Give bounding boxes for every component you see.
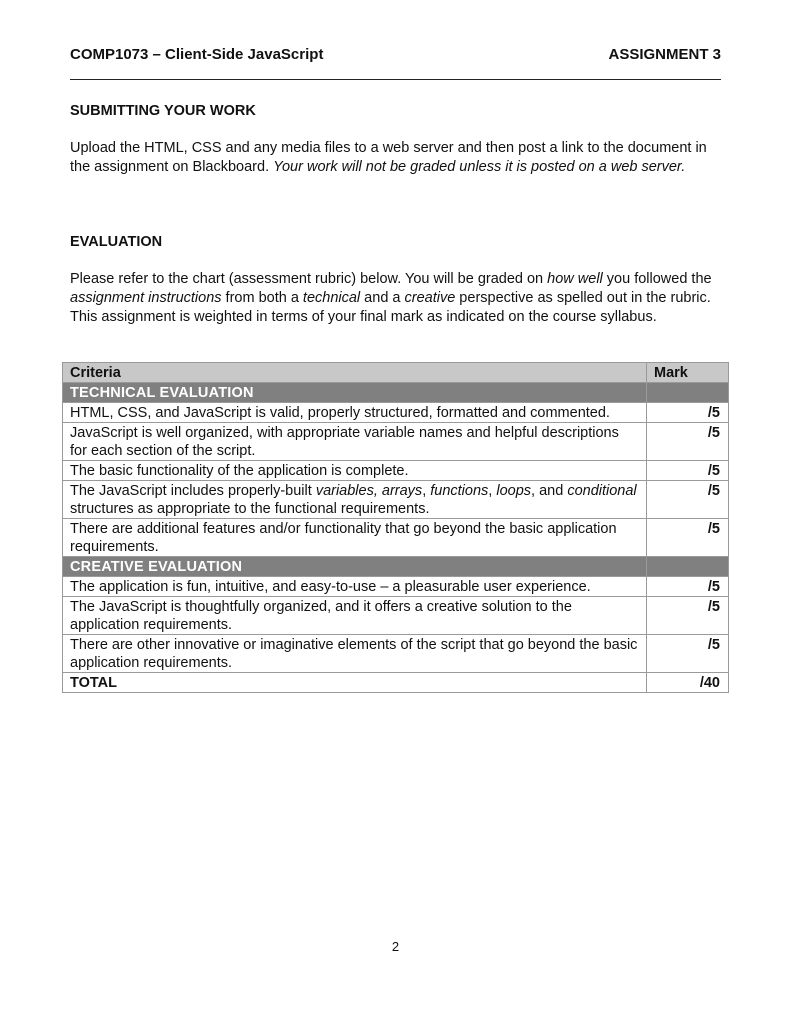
total-row <box>63 673 729 693</box>
evaluation-text-3: from both a <box>221 290 303 306</box>
section-mark-empty <box>647 383 729 403</box>
mark-column-header: Mark <box>647 363 729 383</box>
assessment-rubric-table <box>62 362 729 693</box>
criterion-em-variables-arrays: variables, arrays <box>315 483 423 499</box>
submitting-text: Upload the HTML, CSS and any media files to a web server and then post a link to the document in the assignment on Blackboard. <box>70 140 707 175</box>
evaluation-paragraph <box>70 270 730 327</box>
criterion-mark: /5 <box>647 403 729 423</box>
criterion-text <box>63 481 647 519</box>
page-header <box>70 46 721 66</box>
total-label: TOTAL <box>63 673 647 693</box>
evaluation-em-instructions: assignment instructions <box>70 290 222 306</box>
criterion-text: The application is fun, intuitive, and easy-to-use – a pleasurable user experience. <box>63 577 647 597</box>
table-row <box>63 635 729 673</box>
submitting-paragraph <box>70 139 730 177</box>
technical-section-row <box>63 383 729 403</box>
criteria-column-header: Criteria <box>63 363 647 383</box>
page-number: 2 <box>391 939 400 954</box>
criterion-em-functions: functions <box>430 483 489 499</box>
table-row <box>63 597 729 635</box>
evaluation-text-2: you followed the <box>602 271 712 287</box>
criterion-text-part: The JavaScript includes properly-built <box>70 483 316 499</box>
total-mark: /40 <box>647 673 729 693</box>
criterion-text: The basic functionality of the application is complete. <box>63 461 647 481</box>
section-mark-empty <box>647 557 729 577</box>
criterion-text-part: , <box>422 483 431 499</box>
evaluation-text-4: and a <box>360 290 405 306</box>
table-row <box>63 423 729 461</box>
criterion-text: There are other innovative or imaginative elements of the script that go beyond the basic application requirements. <box>63 635 647 673</box>
evaluation-em-creative: creative <box>404 290 456 306</box>
table-row <box>63 461 729 481</box>
criterion-mark: /5 <box>647 481 729 519</box>
table-row <box>63 481 729 519</box>
evaluation-em-technical: technical <box>302 290 361 306</box>
criterion-text: JavaScript is well organized, with appropriate variable names and helpful descriptions for each section of the script. <box>63 423 647 461</box>
criterion-text: HTML, CSS, and JavaScript is valid, properly structured, formatted and commented. <box>63 403 647 423</box>
criterion-em-conditional: conditional <box>567 483 637 499</box>
criterion-mark: /5 <box>647 597 729 635</box>
header-divider <box>70 79 721 80</box>
course-title: COMP1073 – Client-Side JavaScript <box>70 46 324 63</box>
criterion-mark: /5 <box>647 519 729 557</box>
evaluation-text-5: perspective as spelled out in the rubric. This assignment is weighted in terms of your final mark as indicated on the course syllabus. <box>70 290 711 325</box>
rubric-header-row <box>63 363 729 383</box>
table-row <box>63 519 729 557</box>
criterion-text: There are additional features and/or functionality that go beyond the basic application requirements. <box>63 519 647 557</box>
criterion-mark: /5 <box>647 635 729 673</box>
submitting-heading: SUBMITTING YOUR WORK <box>70 103 256 119</box>
creative-section-title: CREATIVE EVALUATION <box>63 557 647 577</box>
criterion-mark: /5 <box>647 423 729 461</box>
creative-section-row <box>63 557 729 577</box>
criterion-em-loops: loops <box>496 483 532 499</box>
submitting-warning: Your work will not be graded unless it is posted on a web server. <box>273 159 686 175</box>
evaluation-text-1: Please refer to the chart (assessment rubric) below. You will be graded on <box>70 271 548 287</box>
criterion-mark: /5 <box>647 461 729 481</box>
criterion-mark: /5 <box>647 577 729 597</box>
criterion-text: The JavaScript is thoughtfully organized, and it offers a creative solution to the application requirements. <box>63 597 647 635</box>
assignment-title: ASSIGNMENT 3 <box>608 46 721 63</box>
table-row <box>63 403 729 423</box>
technical-section-title: TECHNICAL EVALUATION <box>63 383 647 403</box>
criterion-text-part: , <box>488 483 497 499</box>
evaluation-em-how-well: how well <box>547 271 603 287</box>
evaluation-heading: EVALUATION <box>70 234 163 250</box>
table-row <box>63 577 729 597</box>
criterion-text-part: structures as appropriate to the functional requirements. <box>70 501 430 517</box>
criterion-text-part: , and <box>531 483 568 499</box>
